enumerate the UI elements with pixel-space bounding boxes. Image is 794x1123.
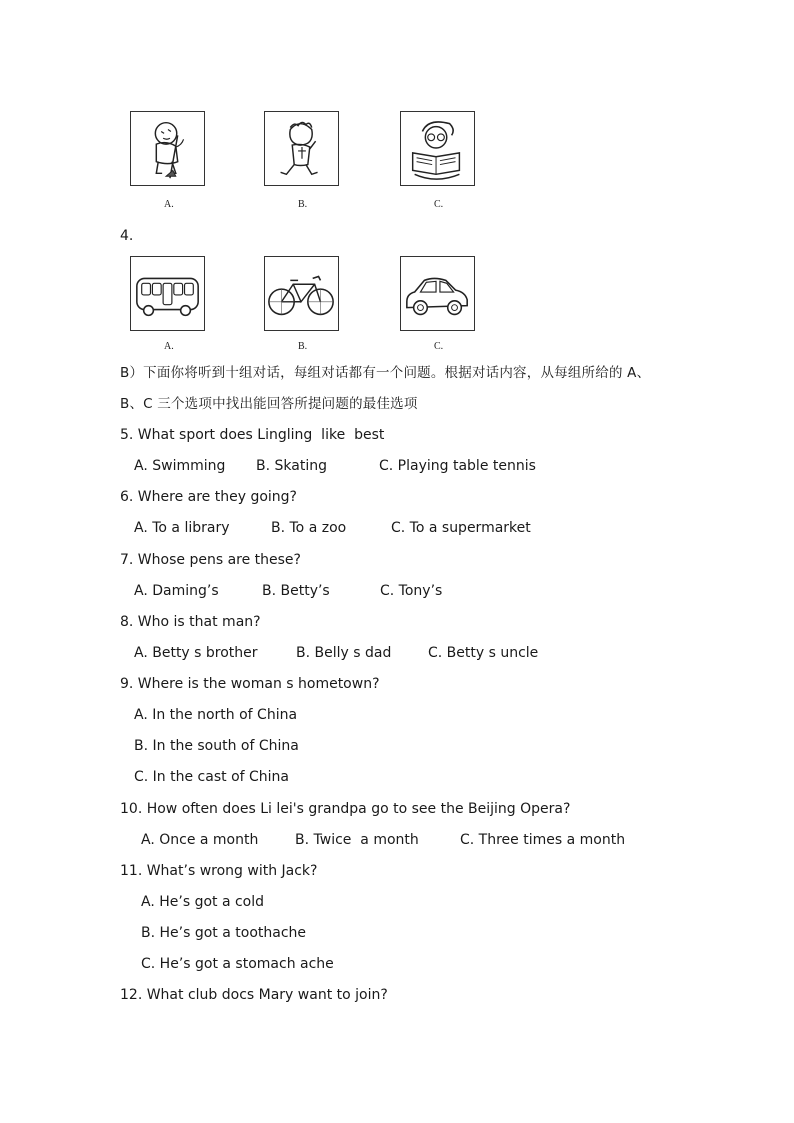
q3-option-c-label: C. — [434, 199, 444, 210]
q6-option-c: C. To a supermarket — [391, 520, 531, 536]
q6-option-b: B. To a zoo — [271, 520, 347, 536]
q6-option-a: A. To a library — [134, 520, 230, 536]
q4-picture-a — [130, 256, 205, 331]
section-b-instruction-line-1: B）下面你将听到十组对话，每组对话都有一个问题。根据对话内容，从每组所给的 A、 — [120, 365, 651, 381]
eating-boy-icon — [265, 112, 338, 185]
q3-picture-a — [130, 111, 205, 186]
q11-option-a: A. He’s got a cold — [141, 894, 265, 910]
q7-option-c: C. Tony’s — [380, 583, 443, 599]
question-5: 5. What sport does Lingling like best — [120, 427, 385, 443]
question-7: 7. Whose pens are these? — [120, 552, 301, 568]
q10-option-c: C. Three times a month — [460, 832, 626, 848]
q11-option-c: C. He’s got a stomach ache — [141, 956, 334, 972]
question-4-number: 4. — [120, 228, 134, 244]
question-12: 12. What club docs Mary want to join? — [120, 987, 388, 1003]
car-icon — [401, 257, 474, 330]
question-6: 6. Where are they going? — [120, 489, 297, 505]
q9-option-b: B. In the south of China — [134, 738, 299, 754]
question-11: 11. What’s wrong with Jack? — [120, 863, 318, 879]
question-9: 9. Where is the woman s hometown? — [120, 676, 380, 692]
q5-option-a: A. Swimming — [134, 458, 226, 474]
q3-picture-b — [264, 111, 339, 186]
q4-picture-c — [400, 256, 475, 331]
q9-option-c: C. In the cast of China — [134, 769, 289, 785]
q8-option-b: B. Belly s dad — [296, 645, 392, 661]
bus-icon — [131, 257, 204, 330]
question-10: 10. How often does Li lei's grandpa go to see the Beijing Opera? — [120, 801, 571, 817]
q7-option-b: B. Betty’s — [262, 583, 330, 599]
q3-picture-c — [400, 111, 475, 186]
q10-option-a: A. Once a month — [141, 832, 259, 848]
q8-option-c: C. Betty s uncle — [428, 645, 539, 661]
sweeping-boy-icon — [131, 112, 204, 185]
q4-option-c-label: C. — [434, 341, 444, 352]
q5-option-b: B. Skating — [256, 458, 327, 474]
bicycle-icon — [265, 257, 338, 330]
q5-option-c: C. Playing table tennis — [379, 458, 536, 474]
q3-option-b-label: B. — [298, 199, 308, 210]
q4-picture-b — [264, 256, 339, 331]
q4-option-a-label: A. — [164, 341, 174, 352]
q8-option-a: A. Betty s brother — [134, 645, 258, 661]
question-8: 8. Who is that man? — [120, 614, 261, 630]
q11-option-b: B. He’s got a toothache — [141, 925, 307, 941]
reading-boy-icon — [401, 112, 474, 185]
q4-option-b-label: B. — [298, 341, 308, 352]
section-b-instruction-line-2: B、C 三个选项中找出能回答所提问题的最佳选项 — [120, 396, 418, 412]
q7-option-a: A. Daming’s — [134, 583, 219, 599]
q3-option-a-label: A. — [164, 199, 174, 210]
q10-option-b: B. Twice a month — [295, 832, 419, 848]
q9-option-a: A. In the north of China — [134, 707, 298, 723]
